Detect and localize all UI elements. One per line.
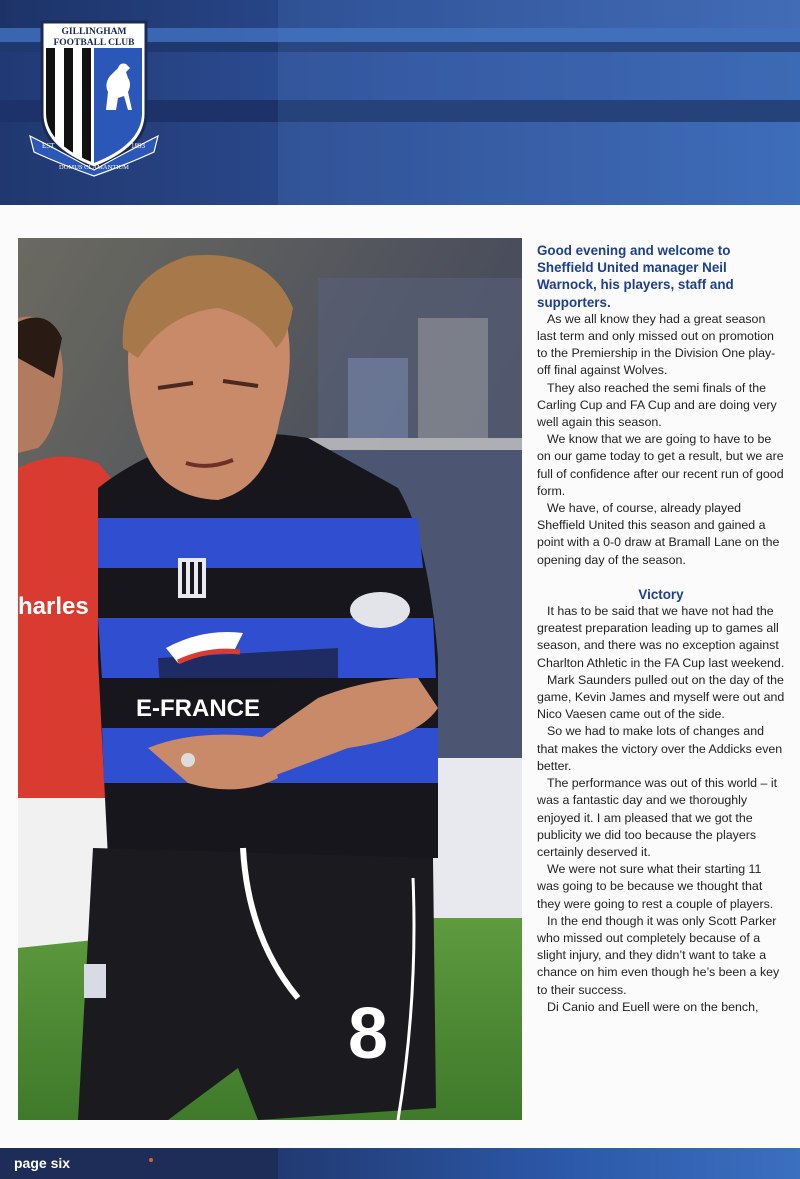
player-photo xyxy=(18,238,522,1120)
article-paragraph: We were not sure what their starting 11 was going to be because we thought that they were going to rest a couple of players. xyxy=(537,862,774,911)
article-paragraph: We know that we are going to have to be on our game today to get a result, but we are full of confidence after our recent run of good form. xyxy=(537,432,784,498)
article-paragraph: The performance was out of this world – it was a fantastic day and we thoroughly enjoyed it. I am pleased that we got the publicity we did too because the players certainly deserved it. xyxy=(537,776,778,859)
article-intro: Good evening and welcome to Sheffield United manager Neil Warnock, his players, staff and supporters. xyxy=(537,243,734,310)
footer-bar xyxy=(0,1148,800,1179)
header-banner xyxy=(0,0,800,205)
article-paragraph: Di Canio and Euell were on the bench, xyxy=(547,999,759,1014)
crest-title-line1: GILLINGHAM xyxy=(61,27,127,37)
header-panel xyxy=(278,0,800,205)
crest-year-label: 1893 xyxy=(131,142,145,150)
article-paragraph: Mark Saunders pulled out on the day of the game, Kevin James and myself were out and Nico Vaesen came out of the side. xyxy=(537,672,785,722)
club-crest-logo xyxy=(28,18,160,178)
article-paragraph: So we had to make lots of changes and that makes the victory over the Addicks even better. xyxy=(537,724,783,773)
article-paragraph: It has to be said that we have not had the greatest preparation leading up to games all season, and there was no exception against Charlton Athletic in the FA Cup last weekend. xyxy=(537,604,785,670)
crest-motto: DOMUS CLAMANTIUM xyxy=(59,164,129,171)
page-number: page six xyxy=(14,1155,71,1171)
crest-title-line2: FOOTBALL CLUB xyxy=(53,38,135,48)
shirt-sponsor-text: E-FRANCE xyxy=(136,695,260,722)
shirt-number: 8 xyxy=(348,994,389,1074)
article-paragraph: In the end though it was only Scott Parker who missed out completely because of a slight injury, and they didn’t want to take a chance on him even though he’s been a key to their success. xyxy=(537,913,780,997)
article-subheading: Victory xyxy=(638,586,684,602)
article-column xyxy=(537,242,785,1016)
article-paragraph: We have, of course, already played Sheffield United this season and gained a point with a 0-0 draw at Bramall Lane on the opening day of the season. xyxy=(537,501,780,567)
crest-est-label: EST xyxy=(42,142,55,150)
opponent-sponsor-text: harles xyxy=(18,593,89,620)
article-paragraph: They also reached the semi finals of the Carling Cup and FA Cup and are doing very well again this season. xyxy=(537,380,777,430)
footer-dot xyxy=(149,1158,153,1162)
article-paragraph: As we all know they had a great season last term and only missed out on promotion to the Premiership in the Division One play-off final against Wolves. xyxy=(537,311,776,378)
